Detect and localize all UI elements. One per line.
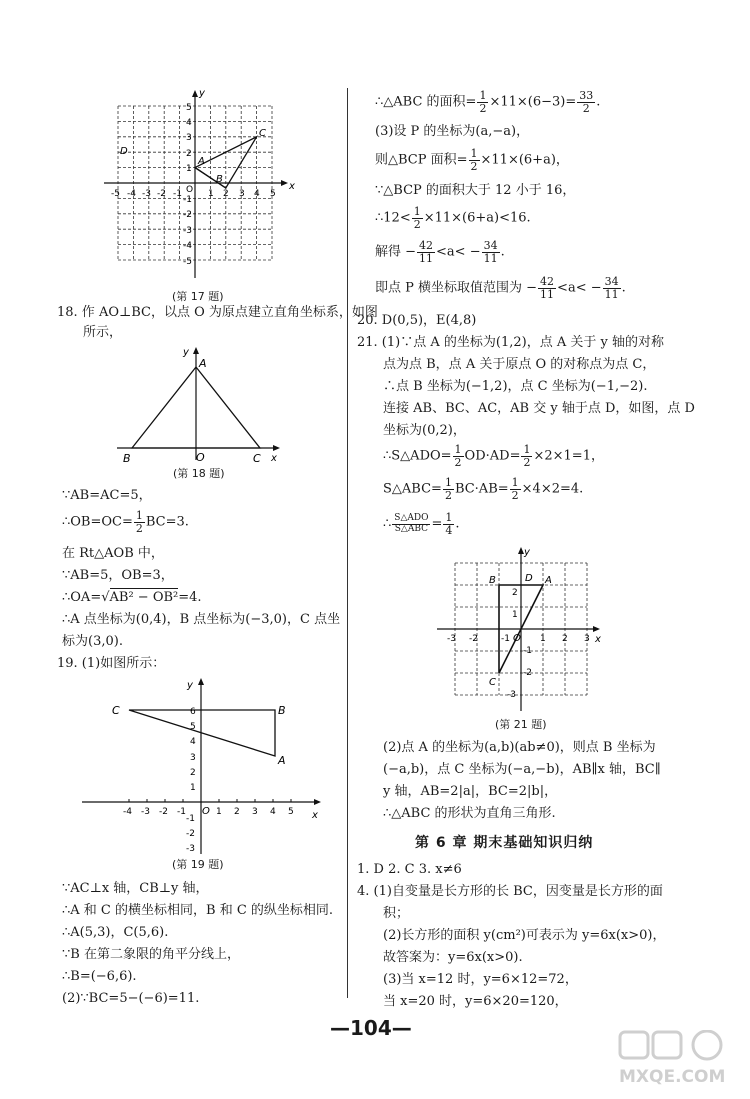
q18-step4: ∵AB=5，OB=3， <box>62 568 174 583</box>
fraction: $\frac{33}{2}$ <box>579 89 594 115</box>
fig17-x-tick: 4 <box>254 189 260 199</box>
fig19-caption: (第 19 题) <box>172 858 224 871</box>
fig19-x-tick: 5 <box>288 807 294 817</box>
fig19-y-tick: -2 <box>186 829 195 839</box>
fig19-point-a: A <box>278 754 286 767</box>
q18-step2 <box>62 510 189 534</box>
q18-step7: 标为(3,0). <box>62 634 123 649</box>
ch6-q4-line5: (3)当 x=12 时，y=6×12=72， <box>383 972 578 987</box>
fraction: $\frac{34}{11}$ <box>483 239 498 265</box>
fig18-caption: (第 18 题) <box>173 467 225 480</box>
fig19-y-tick: 5 <box>190 722 196 732</box>
fig21-x-label: x <box>595 634 601 645</box>
q18-step2-b: BC=3. <box>145 514 189 530</box>
fig21-y-ticks <box>507 588 532 700</box>
fig19-y-tick: 6 <box>190 707 196 717</box>
fig17-x-tick: -5 <box>111 189 120 199</box>
fig19-x-tick: -2 <box>159 807 168 817</box>
fig19-y-tick: 1 <box>190 783 196 793</box>
fig19-triangle <box>129 710 275 756</box>
q21-line4: 连接 AB、BC、AC，AB 交 y 轴于点 D，如图，点 D <box>383 401 695 416</box>
q21-line6: ∴S△ADO= $\frac{1}{2}$ OD·AD= $\frac{1}{2}$ ×2×1=1， <box>383 443 604 469</box>
fig18-point-c: C <box>253 452 261 465</box>
fig21-y-tick: 2 <box>512 588 518 598</box>
fig21-x-tick: -3 <box>447 634 456 644</box>
fraction: $\frac{1}{2}$ <box>454 443 462 469</box>
q18-step5: ∴OA=√AB² − OB²=4. <box>62 590 202 605</box>
fig21-y-tick: 1 <box>512 610 518 620</box>
fig17-point-d: D <box>120 146 128 157</box>
fig18-y-label: y <box>183 347 189 358</box>
fig17-y-tick: 5 <box>186 103 192 113</box>
q20-answer: 20. D(0,5)，E(4,8) <box>357 313 477 328</box>
fraction: $\frac{42}{11}$ <box>419 239 434 265</box>
fig17-y-tick: -5 <box>183 257 192 267</box>
fraction: $\frac{1}{2}$ <box>511 476 519 502</box>
fraction: $\frac{34}{11}$ <box>604 275 619 301</box>
fig18-point-b: B <box>123 452 131 465</box>
fig19-x-tick: -1 <box>177 807 186 817</box>
fig17-y-tick: -2 <box>183 210 192 220</box>
fig17-x-tick: 5 <box>270 189 276 199</box>
fig17-x-label: x <box>289 181 295 192</box>
fig17-x-ticks <box>111 189 276 199</box>
q21-line11: y 轴，AB=2|a|，BC=2|b|， <box>383 784 558 799</box>
q21-line5: 坐标为(0,2)， <box>383 423 466 438</box>
fig21-x-tick: 3 <box>584 634 590 644</box>
fig21-y-tick: -3 <box>507 690 516 700</box>
ch6-answers-1-3: 1. D 2. C 3. x≠6 <box>357 862 462 877</box>
fraction: $\frac{1}{4}$ <box>445 511 453 537</box>
fig21-y-label: y <box>524 547 530 558</box>
fig19-point-c: C <box>112 704 120 717</box>
fig17-point-b: B <box>216 174 223 185</box>
fig19-x-tick: -3 <box>141 807 150 817</box>
q19-line1: 19. (1)如图所示： <box>57 656 166 671</box>
fig19-y-tick: -1 <box>186 814 195 824</box>
q18-step5-a: ∴OA= <box>62 590 102 605</box>
fraction: $\frac{\text{S△ADO}}{\text{S△ABC}}$ <box>394 513 429 534</box>
fig19-x-tick: 3 <box>252 807 258 817</box>
fig19-x-tick: -4 <box>123 807 132 817</box>
q19-step5: ∴B=(−6,6). <box>62 969 137 984</box>
r-line3: 则△BCP 面积= $\frac{1}{2}$ ×11×(6+a)， <box>375 147 569 173</box>
q21-line10: (−a,b)，点 C 坐标为(−a,−b)，AB∥x 轴，BC∥ <box>383 762 661 777</box>
r-line6: 解得 − $\frac{42}{11}$ <a< − $\frac{34}{11}$ . <box>375 239 505 265</box>
q21-line9: (2)点 A 的坐标为(a,b)(ab≠0)，则点 B 坐标为 <box>383 740 656 755</box>
fig19-y-tick: -3 <box>186 844 195 854</box>
q21-line2: 点为点 B，点 A 关于原点 O 的对称点为点 C， <box>383 357 656 372</box>
ch6-q4-line3: (2)长方形的面积 y(cm²)可表示为 y=6x(x>0)， <box>383 928 666 943</box>
fig17-y-tick: 2 <box>186 149 192 159</box>
fig17-x-tick: -4 <box>127 189 136 199</box>
figure-19 <box>80 676 330 856</box>
fraction: $\frac{1}{2}$ <box>523 443 531 469</box>
fig17-x-tick: 1 <box>208 189 214 199</box>
fig17-point-a: A <box>198 156 205 167</box>
fraction: $\frac{1}{2}$ <box>413 205 421 231</box>
r-line4: ∵△BCP 的面积大于 12 小于 16， <box>375 183 576 198</box>
fig21-point-b: B <box>489 575 496 586</box>
q19-step2: ∴A 和 C 的横坐标相同，B 和 C 的纵坐标相同. <box>62 903 334 918</box>
r-line5: ∴12< $\frac{1}{2}$ ×11×(6+a)<16. <box>375 205 531 231</box>
fig18-origin: O <box>196 451 205 464</box>
q18-step2-a: ∴OB=OC= <box>62 514 133 530</box>
q19-step6: (2)∵BC=5−(−6)=11. <box>62 991 200 1006</box>
fig17-x-tick: 2 <box>223 189 229 199</box>
fig17-origin: O <box>186 185 194 195</box>
fig17-caption: (第 17 题) <box>172 290 224 303</box>
ch6-q4-line1: 4. (1)自变量是长方形的长 BC，因变量是长方形的面 <box>357 884 663 899</box>
fig17-y-tick: 3 <box>186 133 192 143</box>
fig21-point-d: D <box>525 573 533 584</box>
fig19-y-tick: 3 <box>190 753 196 763</box>
fig19-y-tick: 2 <box>190 768 196 778</box>
q21-line7: S△ABC= $\frac{1}{2}$ BC·AB= $\frac{1}{2}$ ×4×2=4. <box>383 476 584 502</box>
fig21-x-tick: -2 <box>469 634 478 644</box>
fig19-origin: O <box>202 806 210 817</box>
fig21-x-tick: 2 <box>562 634 568 644</box>
fig19-x-label: x <box>312 810 318 821</box>
page-number: —104— <box>330 1016 412 1040</box>
q18-step5-b: =4. <box>178 590 202 605</box>
q18-sqrt: AB² − OB² <box>109 590 179 605</box>
fraction: $\frac{1}{2}$ <box>479 89 487 115</box>
q19-step3: ∴A(5,3)，C(5,6). <box>62 925 169 940</box>
chapter-heading: 第 6 章 期末基础知识归纳 <box>415 835 594 851</box>
fig17-y-tick: -4 <box>183 241 192 251</box>
fig17-x-tick: 3 <box>239 189 245 199</box>
ch6-q4-line6: 当 x=20 时，y=6×20=120， <box>383 994 568 1009</box>
fig21-x-tick: 1 <box>540 634 546 644</box>
fig19-point-b: B <box>278 704 286 717</box>
fig19-x-tick: 4 <box>270 807 276 817</box>
fig21-caption: (第 21 题) <box>495 718 547 731</box>
fig21-x-tick: -1 <box>501 634 510 644</box>
figure-21 <box>435 545 610 715</box>
q21-line1: 21. (1)∵点 A 的坐标为(1,2)，点 A 关于 y 轴的对称 <box>357 335 664 350</box>
fig19-x-tick: 1 <box>216 807 222 817</box>
fig21-y-tick: -1 <box>523 646 532 656</box>
fig21-point-c: C <box>489 677 496 688</box>
fig17-y-tick: -3 <box>183 226 192 236</box>
q21-line8: ∴ $\frac{\text{S△ADO}}{\text{S△ABC}}$ = $\frac{1}{4}$ . <box>383 511 460 537</box>
fig19-y-label: y <box>187 680 193 691</box>
fig19-y-tick: 4 <box>190 737 196 747</box>
fraction: $\frac{1}{2}$ <box>444 476 452 502</box>
fig21-origin: O <box>513 633 521 644</box>
q18-line2: 所示， <box>83 325 123 340</box>
q18-step3: 在 Rt△AOB 中， <box>62 546 164 561</box>
svg-text:MXQE.COM: MXQE.COM <box>619 1067 726 1087</box>
fraction: $\frac{1}{2}$ <box>470 147 478 173</box>
fig21-y-tick: -2 <box>523 668 532 678</box>
ch6-q4-line4: 故答案为：y=6x(x>0). <box>383 950 523 965</box>
q21-line12: ∴△ABC 的形状为直角三角形. <box>383 806 556 821</box>
fig18-point-a: A <box>199 357 207 370</box>
fraction: $\frac{42}{11}$ <box>540 275 555 301</box>
r-line7: 即点 P 横坐标取值范围为 − $\frac{42}{11}$ <a< − $\frac{34}{11}$ . <box>375 275 626 301</box>
fraction: $\frac{1}{2}$ <box>135 509 143 535</box>
q18-step6: ∴A 点坐标为(0,4)，B 点坐标为(−3,0)，C 点坐 <box>62 612 341 627</box>
fig17-y-tick: 4 <box>186 118 192 128</box>
fig21-point-a: A <box>545 575 552 586</box>
q18-step1: ∵AB=AC=5， <box>62 488 152 503</box>
r-line2: (3)设 P 的坐标为(a,−a)， <box>375 124 530 139</box>
figure-17 <box>100 88 300 288</box>
q21-line3: ∴点 B 坐标为(−1,2)，点 C 坐标为(−1,−2). <box>383 379 648 394</box>
q18-line1: 18. 作 AO⊥BC，以点 O 为原点建立直角坐标系，如图 <box>57 305 378 320</box>
fig17-y-tick: -1 <box>183 195 192 205</box>
q19-step1: ∵AC⊥x 轴，CB⊥y 轴， <box>62 881 209 896</box>
fig17-x-tick: -2 <box>157 189 166 199</box>
watermark-logo <box>615 1030 740 1090</box>
watermark <box>615 1030 740 1094</box>
fig17-y-tick: 1 <box>186 164 192 174</box>
figure-18 <box>115 345 285 465</box>
fig19-x-tick: 2 <box>234 807 240 817</box>
fig17-x-tick: -3 <box>142 189 151 199</box>
r-line1: ∴△ABC 的面积= $\frac{1}{2}$ ×11×(6−3)= $\frac{33}{2}$ . <box>375 89 601 115</box>
column-divider <box>347 88 348 998</box>
ch6-q4-line2: 积； <box>383 906 410 921</box>
fig18-x-label: x <box>271 453 277 464</box>
fig17-y-label: y <box>199 88 205 99</box>
fig17-point-c: C <box>259 128 266 139</box>
q19-step4: ∵B 在第二象限的角平分线上， <box>62 947 240 962</box>
fig17-x-tick: -1 <box>173 189 182 199</box>
